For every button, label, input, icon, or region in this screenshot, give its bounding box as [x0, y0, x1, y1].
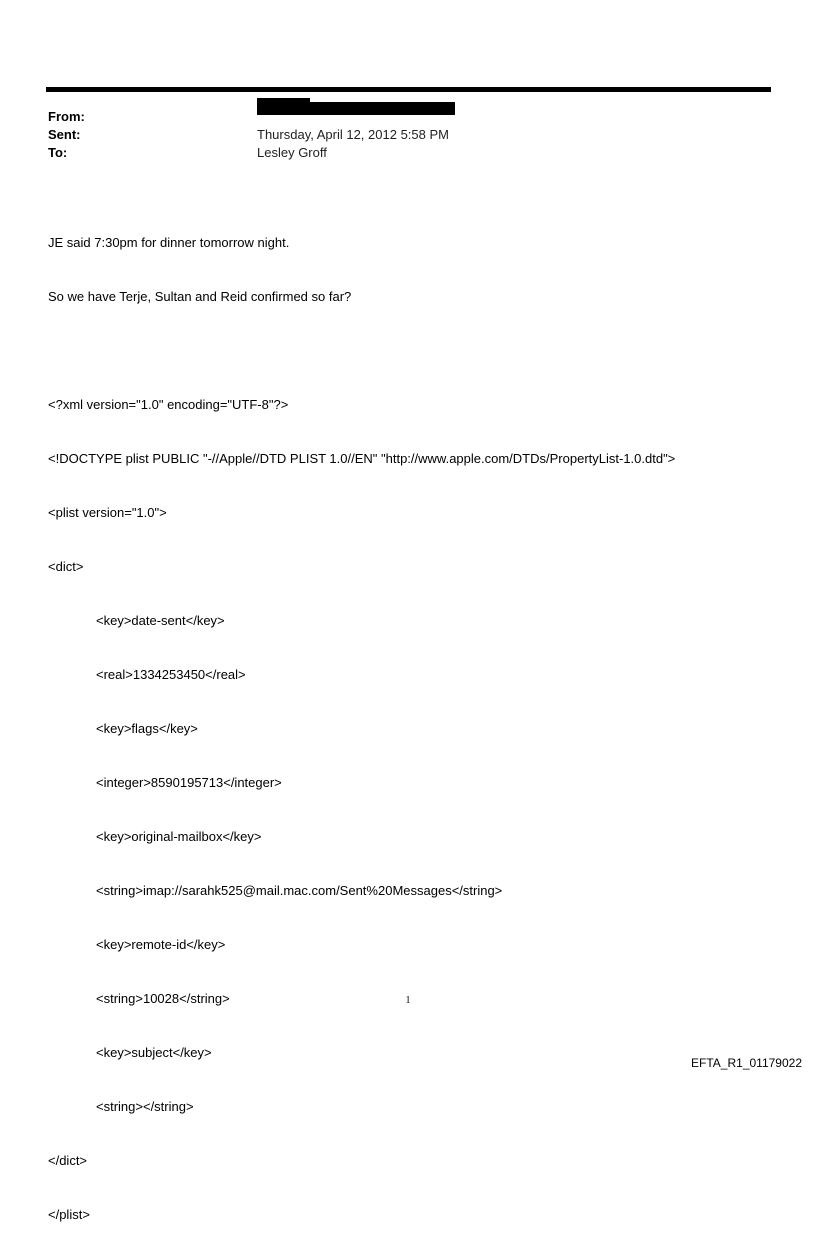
plist-line: <key>flags</key> [96, 721, 198, 736]
page-number: 1 [405, 995, 411, 1006]
plist-line: </dict> [48, 1153, 88, 1168]
plist-line: <key>remote-id</key> [96, 937, 226, 952]
plist-line: <string>imap://sarahk525@mail.mac.com/Sent%20Messages</string> [96, 883, 503, 898]
email-body [48, 198, 788, 1242]
redacted-sender [257, 102, 455, 115]
sent-label: Sent: [48, 127, 81, 142]
plist-line: <?xml version="1.0" encoding="UTF-8"?> [48, 397, 289, 412]
sent-value: Thursday, April 12, 2012 5:58 PM [257, 127, 449, 142]
plist-line: <plist version="1.0"> [48, 505, 167, 520]
plist-line: <string></string> [96, 1099, 194, 1114]
plist-line: <key>subject</key> [96, 1045, 212, 1060]
plist-line: <!DOCTYPE plist PUBLIC "-//Apple//DTD PLIST 1.0//EN" "http://www.apple.com/DTDs/PropertyList-1.0.dtd"> [48, 451, 676, 466]
plist-line: <key>date-sent</key> [96, 613, 225, 628]
to-label: To: [48, 145, 68, 160]
blank-line [48, 342, 788, 360]
header-rule [46, 87, 771, 92]
plist-line: <integer>8590195713</integer> [96, 775, 282, 790]
plist-line: </plist> [48, 1207, 90, 1222]
from-label: From: [48, 109, 85, 124]
plist-line: <string>10028</string> [96, 991, 230, 1006]
plist-line: <key>original-mailbox</key> [96, 829, 262, 844]
message-line: So we have Terje, Sultan and Reid confirmed so far? [48, 289, 352, 304]
bates-number: EFTA_R1_01179022 [691, 1056, 802, 1070]
to-value: Lesley Groff [257, 145, 327, 160]
message-line: JE said 7:30pm for dinner tomorrow night. [48, 235, 290, 250]
plist-line: <dict> [48, 559, 84, 574]
plist-line: <real>1334253450</real> [96, 667, 246, 682]
